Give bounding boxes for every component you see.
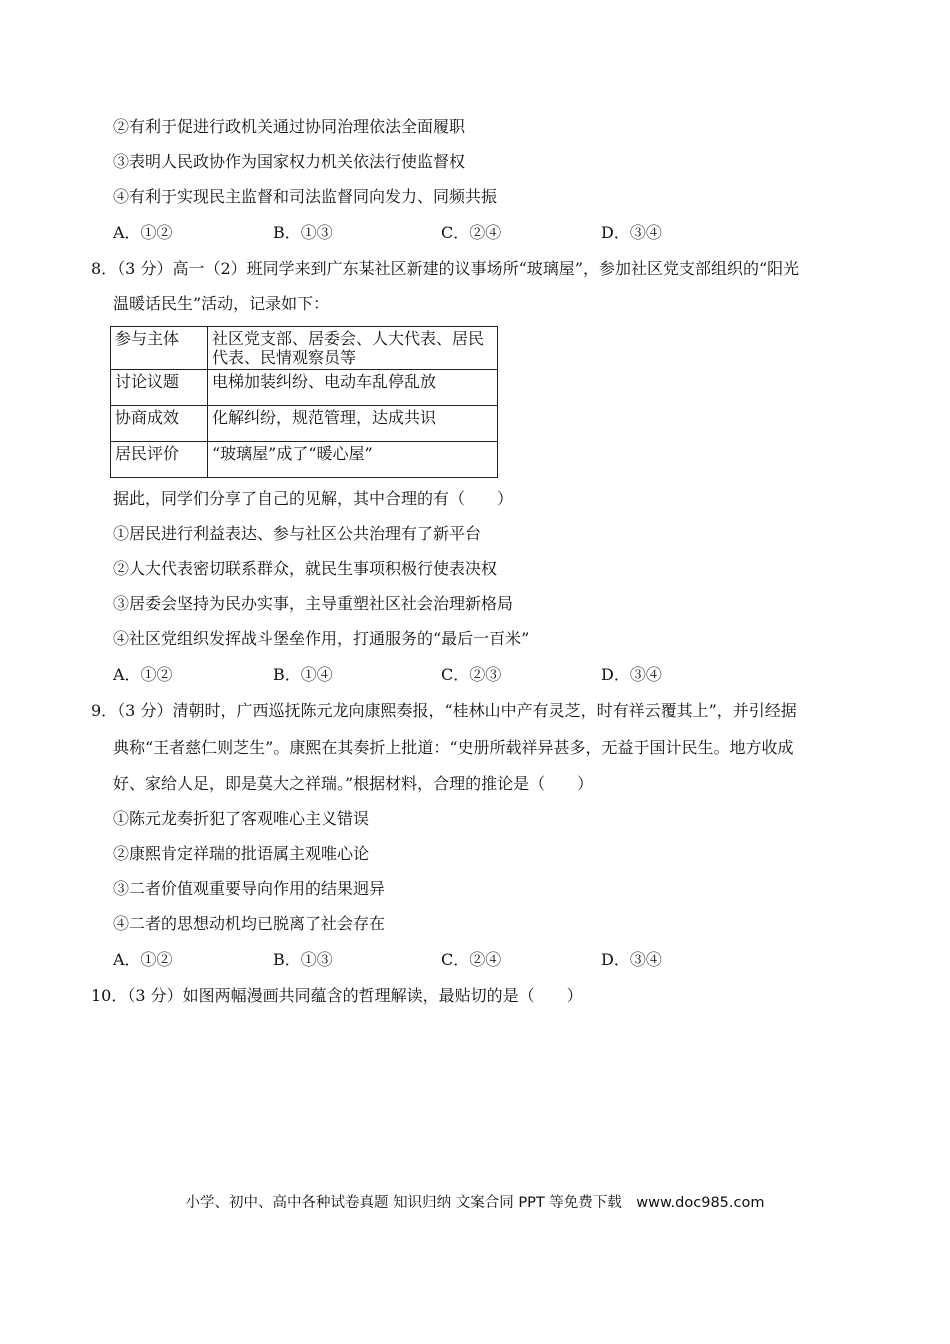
q9-item-1: ①陈元龙奏折犯了客观唯心主义错误 [113,809,370,828]
q7-item-3: ③表明人民政协作为国家权力机关依法行使监督权 [113,152,466,171]
q8-stem-line1: 8．（3 分）高一（2）班同学来到广东某社区新建的议事场所“玻璃屋”，参加社区党支部组织的“阳光 [91,259,800,278]
q10-stem: 10．（3 分）如图两幅漫画共同蕴含的哲理解读，最贴切的是（ ） [91,986,583,1005]
table-value: 化解纠纷，规范管理，达成共识 [208,406,498,442]
q7-option-c: C．②④ [441,223,502,242]
q7-option-d: D．③④ [601,223,662,242]
q9-stem-line3: 好、家给人足，即是莫大之祥瑞。”根据材料，合理的推论是（ ） [113,774,594,793]
q7-option-a: A．①② [113,223,173,242]
q9-options [113,950,693,970]
table-value: 电梯加装纠纷、电动车乱停乱放 [208,370,498,406]
q7-option-b: B．①③ [273,223,333,242]
q9-item-2: ②康熙肯定祥瑞的批语属主观唯心论 [113,844,370,863]
table-key: 参与主体 [111,327,208,370]
q8-option-b: B．①④ [273,665,333,684]
q9-stem-line2: 典称“王者慈仁则芝生”。康熙在其奏折上批道：“史册所载祥异甚多，无益于国计民生。地方收成 [113,738,794,757]
q7-item-4: ④有利于实现民主监督和司法监督同向发力、同频共振 [113,187,498,206]
q8-option-d: D．③④ [601,665,662,684]
q8-item-3: ③居委会坚持为民办实事，主导重塑社区社会治理新格局 [113,594,514,613]
table-value: 社区党支部、居委会、人大代表、居民代表、民情观察员等 [208,327,498,370]
q9-option-d: D．③④ [601,950,662,969]
q8-record-table [110,326,498,478]
table-row [111,406,498,442]
table-row [111,370,498,406]
table-key: 讨论议题 [111,370,208,406]
q9-option-c: C．②④ [441,950,502,969]
q8-question: 据此，同学们分享了自己的见解，其中合理的有（ ） [113,489,514,508]
q8-options [113,665,693,685]
q9-stem-line1: 9．（3 分）清朝时，广西巡抚陈元龙向康熙奏报，“桂林山中产有灵芝，时有祥云覆其上”，并引经据 [91,701,797,720]
q9-item-3: ③二者价值观重要导向作用的结果迥异 [113,879,386,898]
table-row [111,442,498,478]
q7-item-2: ②有利于促进行政机关通过协同治理依法全面履职 [113,117,466,136]
page-footer: 小学、初中、高中各种试卷真题 知识归纳 文案合同 PPT 等免费下载 www.doc985.com [185,1195,765,1211]
q8-stem-line2: 温暖话民生”活动，记录如下： [113,294,330,313]
q8-item-2: ②人大代表密切联系群众，就民生事项积极行使表决权 [113,559,498,578]
q8-item-4: ④社区党组织发挥战斗堡垒作用，打通服务的“最后一百米” [113,629,530,648]
q8-item-1: ①居民进行利益表达、参与社区公共治理有了新平台 [113,524,482,543]
table-key: 居民评价 [111,442,208,478]
q9-option-b: B．①③ [273,950,333,969]
q7-options [113,223,693,243]
table-value: “玻璃屋”成了“暖心屋” [208,442,498,478]
q9-option-a: A．①② [113,950,173,969]
table-row [111,327,498,370]
q8-option-a: A．①② [113,665,173,684]
q9-item-4: ④二者的思想动机均已脱离了社会存在 [113,914,386,933]
q8-option-c: C．②③ [441,665,502,684]
table-key: 协商成效 [111,406,208,442]
